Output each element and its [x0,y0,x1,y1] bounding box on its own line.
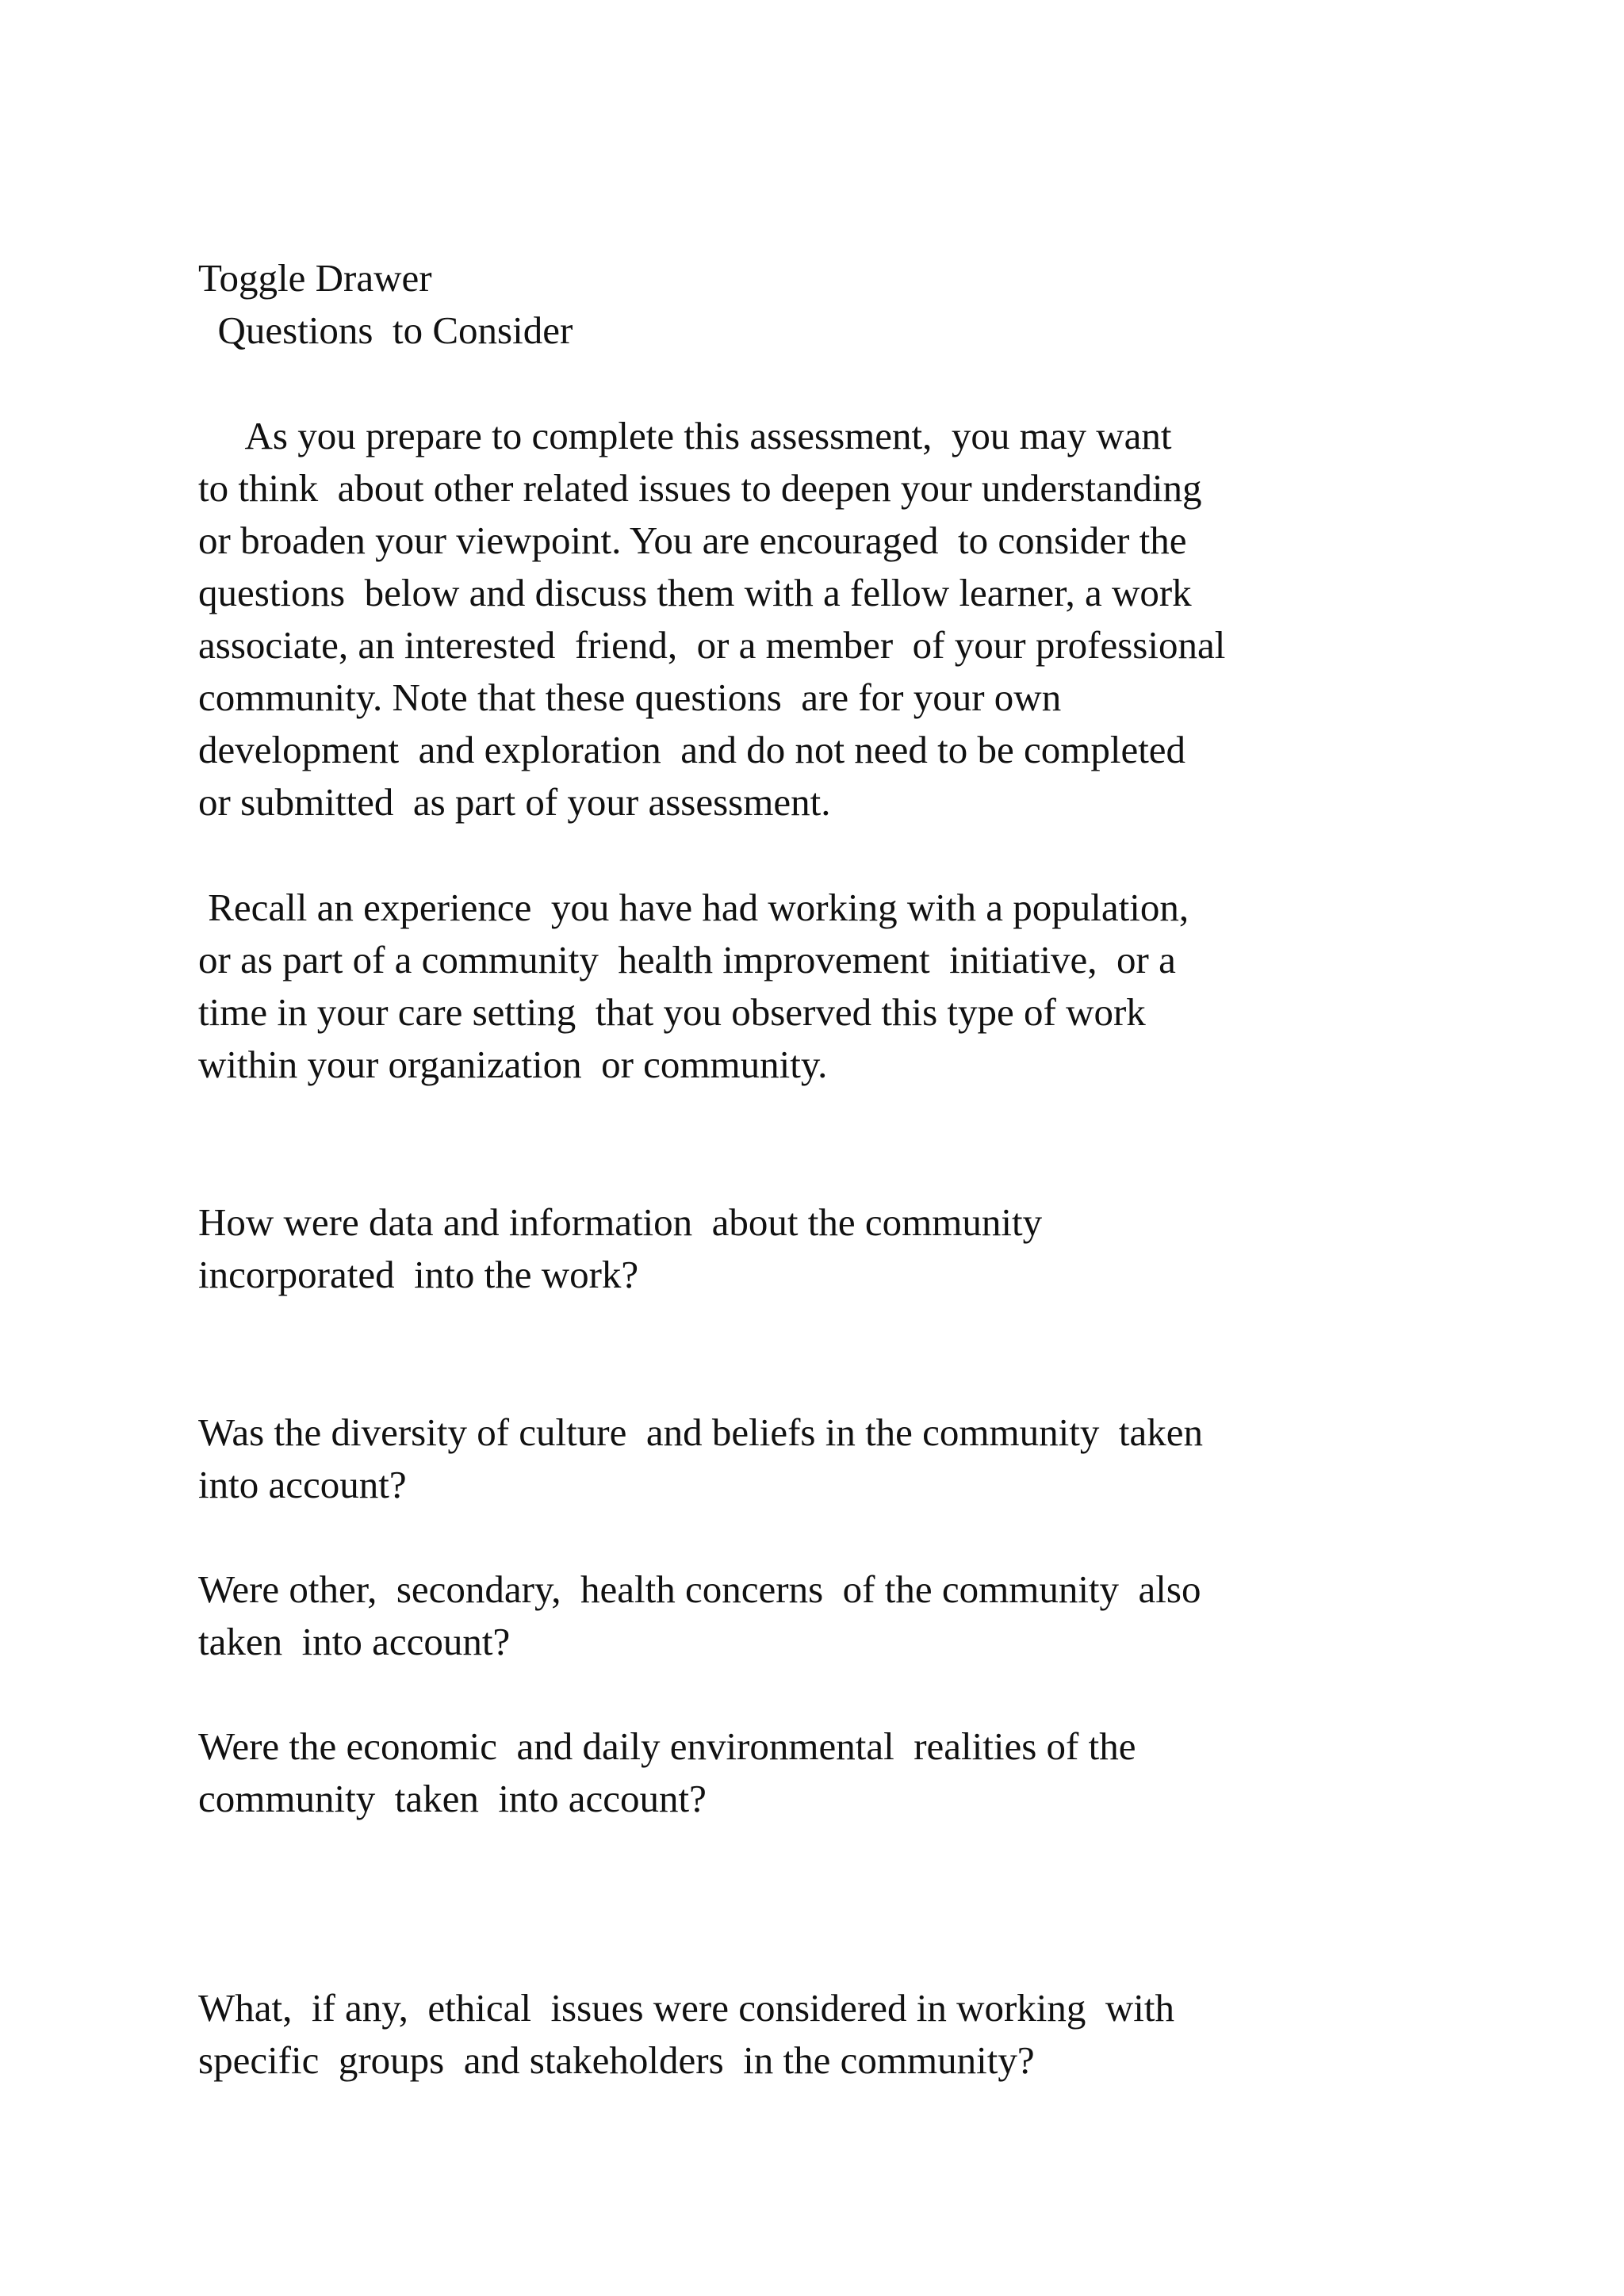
question-line: taken into account? [198,1620,511,1663]
question-line: Were other, secondary, health concerns of the community also [198,1567,1201,1611]
question-line: into account? [198,1463,407,1506]
question-line: Were the economic and daily environmental realities of the [198,1724,1136,1768]
recall-paragraph-line: or as part of a community health improvement initiative, or a [198,938,1176,982]
recall-paragraph-line: time in your care setting that you observed this type of work [198,990,1146,1034]
intro-paragraph-line: or submitted as part of your assessment. [198,780,831,824]
drawer-toggle-label[interactable]: Toggle Drawer [198,256,432,300]
question-line: Was the diversity of culture and beliefs in the community taken [198,1410,1203,1454]
question-line: specific groups and stakeholders in the community? [198,2038,1035,2082]
question-line: incorporated into the work? [198,1253,639,1296]
intro-paragraph-line: As you prepare to complete this assessment, you may want [198,414,1172,457]
intro-paragraph-line: or broaden your viewpoint. You are encouraged to consider the [198,519,1187,562]
intro-paragraph-line: community. Note that these questions are for your own [198,675,1062,719]
intro-paragraph-line: development and exploration and do not need to be completed [198,728,1186,771]
intro-paragraph-line: questions below and discuss them with a fellow learner, a work [198,571,1192,614]
question-line: What, if any, ethical issues were considered in working with [198,1986,1175,2030]
recall-paragraph-line: within your organization or community. [198,1043,828,1086]
question-line: community taken into account? [198,1777,707,1820]
intro-paragraph-line: associate, an interested friend, or a member of your professional [198,623,1226,667]
intro-paragraph-line: to think about other related issues to deepen your understanding [198,466,1202,510]
question-line: How were data and information about the community [198,1200,1043,1244]
recall-paragraph-line: Recall an experience you have had working with a population, [198,886,1189,929]
section-heading: Questions to Consider [198,308,573,352]
